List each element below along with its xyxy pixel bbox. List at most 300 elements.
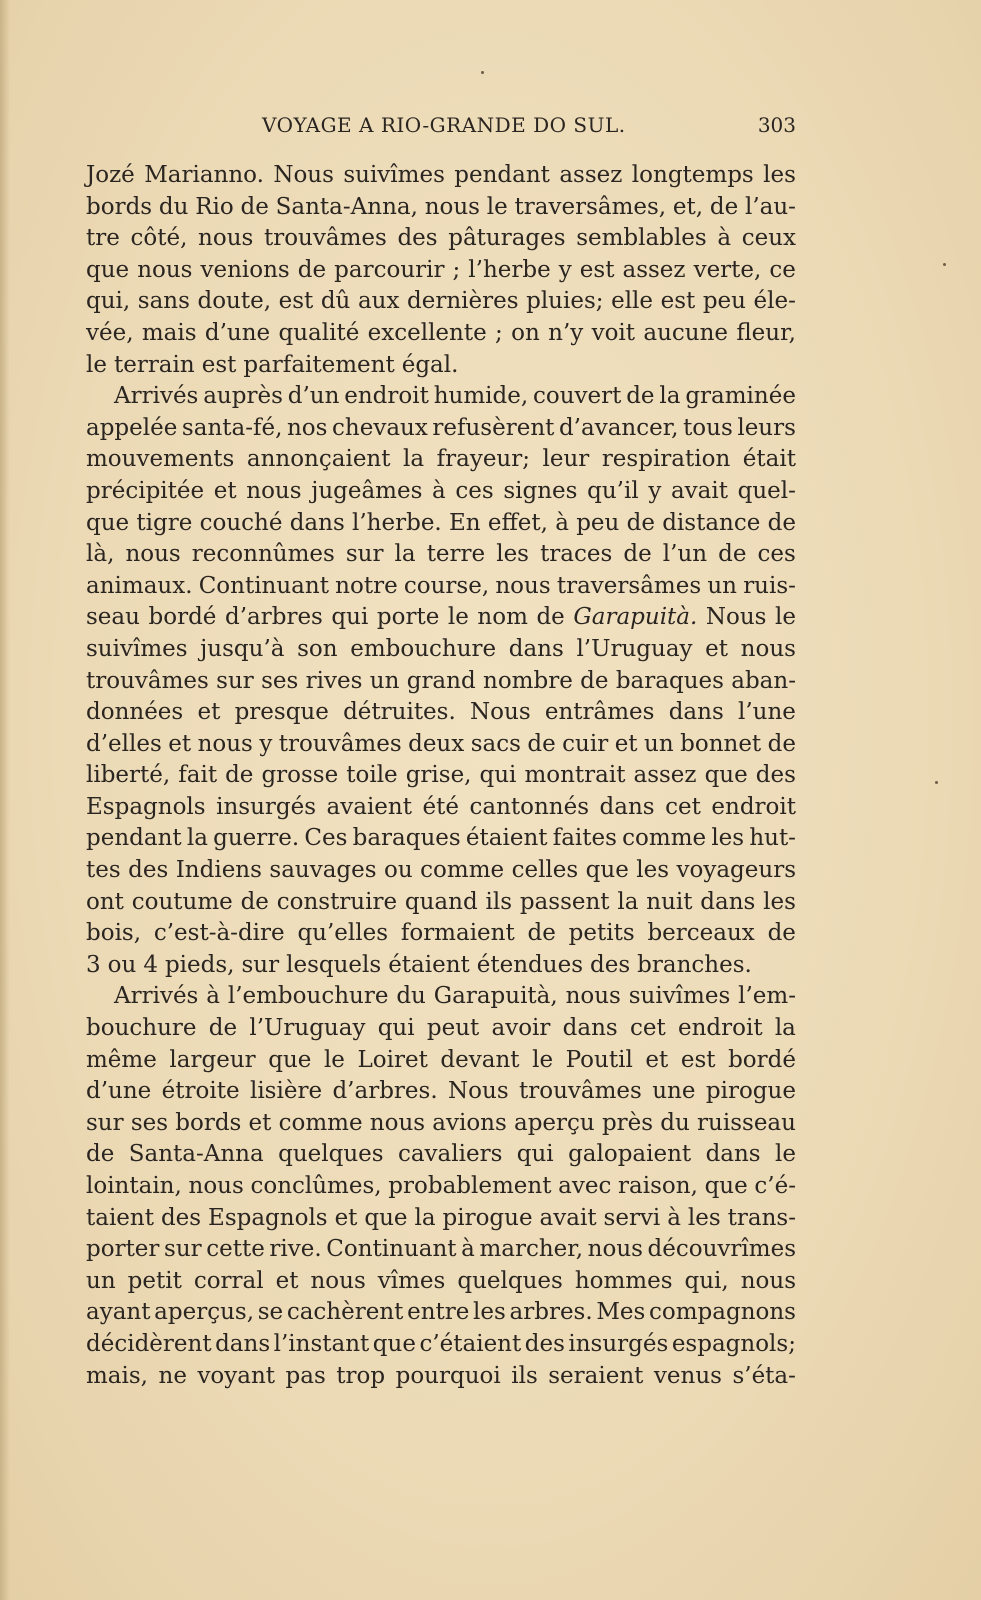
word: Ces xyxy=(304,825,348,852)
text-line xyxy=(86,1139,796,1171)
word: nous xyxy=(587,1236,643,1263)
word: auprès xyxy=(203,383,283,410)
word: de xyxy=(767,509,796,536)
word: leurs xyxy=(737,414,796,441)
word: la xyxy=(186,825,208,852)
word: dans xyxy=(599,793,655,820)
word: Nous xyxy=(470,699,531,726)
word: Poutil xyxy=(565,1046,633,1073)
word: Garapuità. xyxy=(573,604,698,631)
word: chevaux xyxy=(332,414,428,441)
word: d’elles xyxy=(86,730,162,757)
word: à xyxy=(206,983,220,1010)
word: presque xyxy=(234,699,329,726)
word: comme xyxy=(622,825,707,852)
word: c’est-à-dire xyxy=(153,920,285,947)
word: les xyxy=(763,888,796,915)
word: sacs xyxy=(470,730,521,757)
word: ont xyxy=(86,888,124,915)
word: la xyxy=(659,383,681,410)
word: c’étaient xyxy=(419,1330,522,1357)
word: assez xyxy=(559,162,623,188)
word: à xyxy=(432,477,446,504)
word: d’un xyxy=(287,383,340,410)
word: et, xyxy=(672,193,704,220)
word: grise, xyxy=(405,762,472,789)
word: que xyxy=(585,857,629,884)
word: bordé xyxy=(148,604,217,631)
text-line xyxy=(86,160,796,192)
paper-speck xyxy=(481,71,484,74)
word: et xyxy=(168,730,192,757)
running-title: VOYAGE A RIO-GRANDE DO SUL. xyxy=(262,113,626,137)
word: une xyxy=(652,1078,696,1105)
word: cet xyxy=(629,1015,666,1042)
text-line xyxy=(86,981,796,1013)
word: de xyxy=(527,920,556,947)
word: de xyxy=(225,762,254,789)
text-line xyxy=(86,539,796,571)
word: du xyxy=(396,983,426,1010)
word: d’arbres xyxy=(224,604,323,631)
word: avoir xyxy=(491,1015,551,1042)
word: parcourir xyxy=(334,256,445,283)
word: Santa-Anna, xyxy=(275,193,418,220)
word: cavaliers xyxy=(397,1141,503,1168)
word: tre xyxy=(86,225,120,252)
text-line xyxy=(86,950,796,982)
word: nous xyxy=(310,1267,366,1294)
word: que xyxy=(704,1173,748,1199)
word: découvrîmes xyxy=(647,1236,796,1263)
word: Continuant xyxy=(326,1236,457,1263)
word: un xyxy=(644,730,674,757)
word: la xyxy=(403,446,425,473)
word: ces xyxy=(455,477,494,504)
word: qu’il xyxy=(587,477,639,504)
word: rive. xyxy=(269,1236,322,1263)
word: égal. xyxy=(401,351,459,378)
word: est xyxy=(278,288,314,315)
word: ces xyxy=(757,541,796,568)
word: liberté, xyxy=(86,762,171,789)
text-line xyxy=(86,444,796,476)
word: voyageurs xyxy=(676,857,796,884)
word: construire xyxy=(276,888,398,915)
word: de xyxy=(240,888,269,915)
text-line xyxy=(86,666,796,698)
word: signes xyxy=(503,477,578,504)
word: guerre. xyxy=(213,825,300,852)
word: et xyxy=(614,730,638,757)
word: à xyxy=(717,225,732,252)
word: verte, xyxy=(693,256,762,283)
word: d’arbres. xyxy=(332,1078,438,1105)
word: nos xyxy=(286,414,328,441)
word: et xyxy=(248,1109,272,1136)
word: été xyxy=(422,793,459,820)
word: et xyxy=(197,699,221,726)
word: galopaient xyxy=(568,1141,692,1168)
word: un xyxy=(707,572,737,599)
word: étaient xyxy=(465,825,548,852)
word: de xyxy=(767,730,796,757)
word: le xyxy=(775,1141,796,1168)
word: à xyxy=(667,1204,681,1231)
word: petit xyxy=(127,1267,182,1294)
word: nom xyxy=(477,604,528,631)
text-line xyxy=(86,1013,796,1045)
word: voit xyxy=(591,319,636,346)
word: pirogue xyxy=(442,1204,533,1231)
word: devant xyxy=(440,1046,520,1073)
word: qui xyxy=(516,1141,554,1168)
word: aucune xyxy=(643,319,729,346)
text-line xyxy=(86,318,796,350)
word: de xyxy=(718,541,747,568)
word: côté, xyxy=(130,225,188,252)
word: trop xyxy=(336,1362,386,1389)
word: à xyxy=(555,509,569,536)
word: entre xyxy=(407,1299,470,1326)
word: pluies; xyxy=(526,288,604,315)
word: nous xyxy=(188,1173,244,1199)
word: est xyxy=(579,256,615,283)
word: aperçu xyxy=(514,1109,595,1136)
word: traversâmes xyxy=(556,572,702,599)
word: baraques xyxy=(615,667,724,694)
word: ; xyxy=(495,319,503,346)
word: est xyxy=(660,288,696,315)
word: bouchure xyxy=(86,1015,197,1042)
word: suivîmes xyxy=(628,983,731,1010)
word: nous xyxy=(137,256,193,283)
word: couvert xyxy=(532,383,622,410)
word: dans xyxy=(508,635,564,662)
word: berceaux xyxy=(647,920,755,947)
word: que xyxy=(86,509,130,536)
word: leur xyxy=(542,446,590,473)
text-line xyxy=(86,792,796,824)
word: la xyxy=(774,1015,796,1042)
word: toile xyxy=(346,762,398,789)
word: notre xyxy=(335,572,398,599)
word: tes xyxy=(86,857,121,884)
word: de xyxy=(536,604,565,631)
word: 3 xyxy=(86,951,101,978)
word: dernières xyxy=(407,288,519,315)
word: on xyxy=(511,319,540,346)
word: un xyxy=(86,1267,116,1294)
word: son xyxy=(297,635,338,662)
word: les xyxy=(687,1204,721,1231)
word: assez xyxy=(622,256,686,283)
word: y xyxy=(558,256,572,283)
word: venions xyxy=(200,256,290,283)
word: nous xyxy=(740,1267,796,1294)
word: sur xyxy=(216,667,254,694)
word: et xyxy=(645,1046,669,1073)
word: données xyxy=(86,699,184,726)
word: est xyxy=(201,351,237,378)
word: des xyxy=(590,951,631,978)
word: seraient xyxy=(548,1362,644,1389)
word: d’une xyxy=(86,1078,152,1105)
word: jusqu’à xyxy=(200,635,285,662)
word: grosse xyxy=(261,762,339,789)
word: nuit xyxy=(646,888,693,915)
word: cachèrent xyxy=(286,1299,404,1326)
word: probablement xyxy=(388,1173,552,1199)
word: couché xyxy=(199,509,283,536)
word: grand xyxy=(406,667,476,694)
word: cantonnés xyxy=(469,793,590,820)
text-line xyxy=(86,1329,796,1361)
word: s’éta- xyxy=(732,1362,796,1389)
word: qui xyxy=(479,762,517,789)
word: l’une xyxy=(738,699,796,726)
word: l’un xyxy=(662,541,708,568)
word: de xyxy=(626,509,655,536)
word: quelques xyxy=(457,1267,563,1294)
text-line xyxy=(86,413,796,445)
word: du xyxy=(158,193,189,220)
word: parfaitement xyxy=(243,351,395,378)
word: pendant xyxy=(454,162,550,188)
word: baraques xyxy=(352,825,461,852)
word: montrait xyxy=(524,762,626,789)
word: mais xyxy=(141,319,197,346)
word: aux xyxy=(357,288,400,315)
word: qui xyxy=(377,1015,415,1042)
word: même xyxy=(86,1046,157,1073)
word: de xyxy=(580,667,609,694)
word: l’herbe xyxy=(468,256,551,283)
word: de xyxy=(709,193,739,220)
word: Continuant xyxy=(198,572,329,599)
word: semblables xyxy=(576,225,707,252)
text-line xyxy=(86,855,796,887)
word: des xyxy=(524,1330,565,1357)
word: Arrivés xyxy=(114,383,199,410)
word: trouvâmes xyxy=(278,730,402,757)
word: un xyxy=(369,667,400,694)
word: quel- xyxy=(737,477,796,504)
word: et xyxy=(705,635,729,662)
word: arbres. xyxy=(509,1299,593,1326)
word: elle xyxy=(611,288,654,315)
word: de xyxy=(86,1141,115,1168)
word: nous xyxy=(246,477,302,504)
page-number: 303 xyxy=(757,113,796,137)
text-line xyxy=(86,1361,796,1393)
word: pirogue xyxy=(705,1078,796,1105)
word: porter xyxy=(86,1236,160,1263)
word: Arrivés xyxy=(114,983,199,1010)
word: dans xyxy=(668,699,724,726)
word: pendant xyxy=(86,825,182,852)
word: est xyxy=(680,1046,716,1073)
word: pâturages xyxy=(448,225,566,252)
word: de xyxy=(767,920,796,947)
word: cette xyxy=(206,1236,265,1263)
word: et xyxy=(334,1204,358,1231)
word: qui, xyxy=(86,288,131,315)
word: nous xyxy=(424,193,480,220)
word: porte xyxy=(376,604,440,631)
word: Nous xyxy=(705,604,767,631)
word: respiration xyxy=(601,446,731,473)
word: rives xyxy=(305,667,363,694)
word: bois, xyxy=(86,920,142,947)
word: espagnols; xyxy=(671,1330,796,1357)
word: qui, xyxy=(684,1267,729,1294)
word: suivîmes xyxy=(343,162,445,188)
word: avions xyxy=(432,1109,507,1136)
word: seau xyxy=(86,604,140,631)
word: insurgés xyxy=(568,1330,669,1357)
word: des xyxy=(160,1204,202,1231)
word: peu xyxy=(576,509,620,536)
word: endroit xyxy=(677,1015,763,1042)
word: l’embouchure xyxy=(227,983,389,1010)
word: refusèrent xyxy=(432,414,555,441)
text-line xyxy=(86,887,796,919)
word: aban- xyxy=(731,667,796,694)
word: mouvements xyxy=(86,446,235,473)
word: des xyxy=(397,225,438,252)
word: lisière xyxy=(249,1078,323,1105)
text-line xyxy=(86,571,796,603)
word: du xyxy=(660,1109,690,1136)
word: ruis- xyxy=(743,572,796,599)
word: dans xyxy=(289,509,345,536)
word: Mes xyxy=(596,1299,646,1326)
word: qualité xyxy=(278,319,360,346)
word: peu xyxy=(702,288,746,315)
word: excellente xyxy=(367,319,487,346)
word: c’é- xyxy=(754,1173,796,1199)
word: détruites. xyxy=(343,699,456,726)
word: y xyxy=(259,730,273,757)
text-line xyxy=(86,1108,796,1140)
word: annonçaient xyxy=(246,446,391,473)
paper-speck xyxy=(935,781,938,784)
text-line xyxy=(86,1234,796,1266)
word: avaient xyxy=(326,793,412,820)
page-header xyxy=(86,113,796,143)
text-line xyxy=(86,476,796,508)
word: là, xyxy=(86,541,115,568)
text-line xyxy=(86,255,796,287)
word: qui xyxy=(331,604,369,631)
word: Loiret xyxy=(357,1046,428,1073)
word: sur xyxy=(86,1109,124,1136)
word: taient xyxy=(86,1204,154,1231)
word: ils xyxy=(511,1362,538,1389)
word: la xyxy=(617,888,639,915)
word: ce xyxy=(769,256,796,283)
text-line xyxy=(86,350,796,382)
word: longtemps xyxy=(631,162,754,188)
word: que xyxy=(268,1046,312,1073)
word: sur xyxy=(345,541,384,568)
word: compagnons xyxy=(649,1299,796,1326)
word: d’avancer, xyxy=(558,414,679,441)
word: passent xyxy=(519,888,610,915)
text-line xyxy=(86,508,796,540)
word: insurgés xyxy=(216,793,317,820)
word: pas xyxy=(285,1362,326,1389)
word: sauvages xyxy=(269,857,377,884)
word: lointain, xyxy=(86,1173,182,1199)
word: trouvâmes xyxy=(519,1078,642,1105)
word: de xyxy=(208,1015,238,1042)
word: quand xyxy=(404,888,478,915)
word: nous xyxy=(369,1109,426,1136)
word: Nous xyxy=(448,1078,509,1105)
word: était xyxy=(742,446,796,473)
word: le xyxy=(775,604,796,631)
word: distance xyxy=(662,509,761,536)
word: ils xyxy=(485,888,513,915)
word: ceux xyxy=(741,225,796,252)
word: sur xyxy=(241,951,280,978)
word: santa-fé, xyxy=(181,414,283,441)
word: servi xyxy=(603,1204,661,1231)
paper-speck xyxy=(943,263,946,266)
word: ne xyxy=(158,1362,187,1389)
word: terre xyxy=(426,541,486,568)
word: traces xyxy=(540,541,613,568)
text-line xyxy=(86,1203,796,1235)
word: assez xyxy=(633,762,697,789)
word: aperçus, xyxy=(154,1299,255,1326)
word: corral xyxy=(193,1267,264,1294)
word: Santa-Anna xyxy=(128,1141,264,1168)
word: terrain xyxy=(113,351,195,378)
word: doute, xyxy=(197,288,272,315)
word: les xyxy=(711,825,745,852)
word: vîmes xyxy=(377,1267,446,1294)
word: peut xyxy=(426,1015,480,1042)
word: quelques xyxy=(278,1141,384,1168)
word: n’y xyxy=(548,319,584,346)
word: Nous xyxy=(273,162,334,188)
word: vée, xyxy=(86,319,134,346)
word: cuir xyxy=(562,730,609,757)
word: la xyxy=(414,1204,436,1231)
word: trans- xyxy=(727,1204,796,1231)
word: ; xyxy=(452,256,461,283)
word: fait xyxy=(178,762,218,789)
word: marcher, xyxy=(479,1236,584,1263)
word: appelée xyxy=(86,414,178,441)
word: que xyxy=(372,1330,416,1357)
word: dans xyxy=(562,1015,618,1042)
word: Marianno. xyxy=(144,162,264,188)
word: des xyxy=(128,857,169,884)
word: bords xyxy=(175,1109,242,1136)
word: endroit xyxy=(711,793,796,820)
word: hommes xyxy=(574,1267,673,1294)
word: cet xyxy=(665,793,701,820)
word: Rio xyxy=(195,193,234,220)
word: l’em- xyxy=(738,983,796,1010)
word: jugeâmes xyxy=(311,477,423,504)
word: comme xyxy=(278,1109,363,1136)
word: endroit xyxy=(344,383,429,410)
